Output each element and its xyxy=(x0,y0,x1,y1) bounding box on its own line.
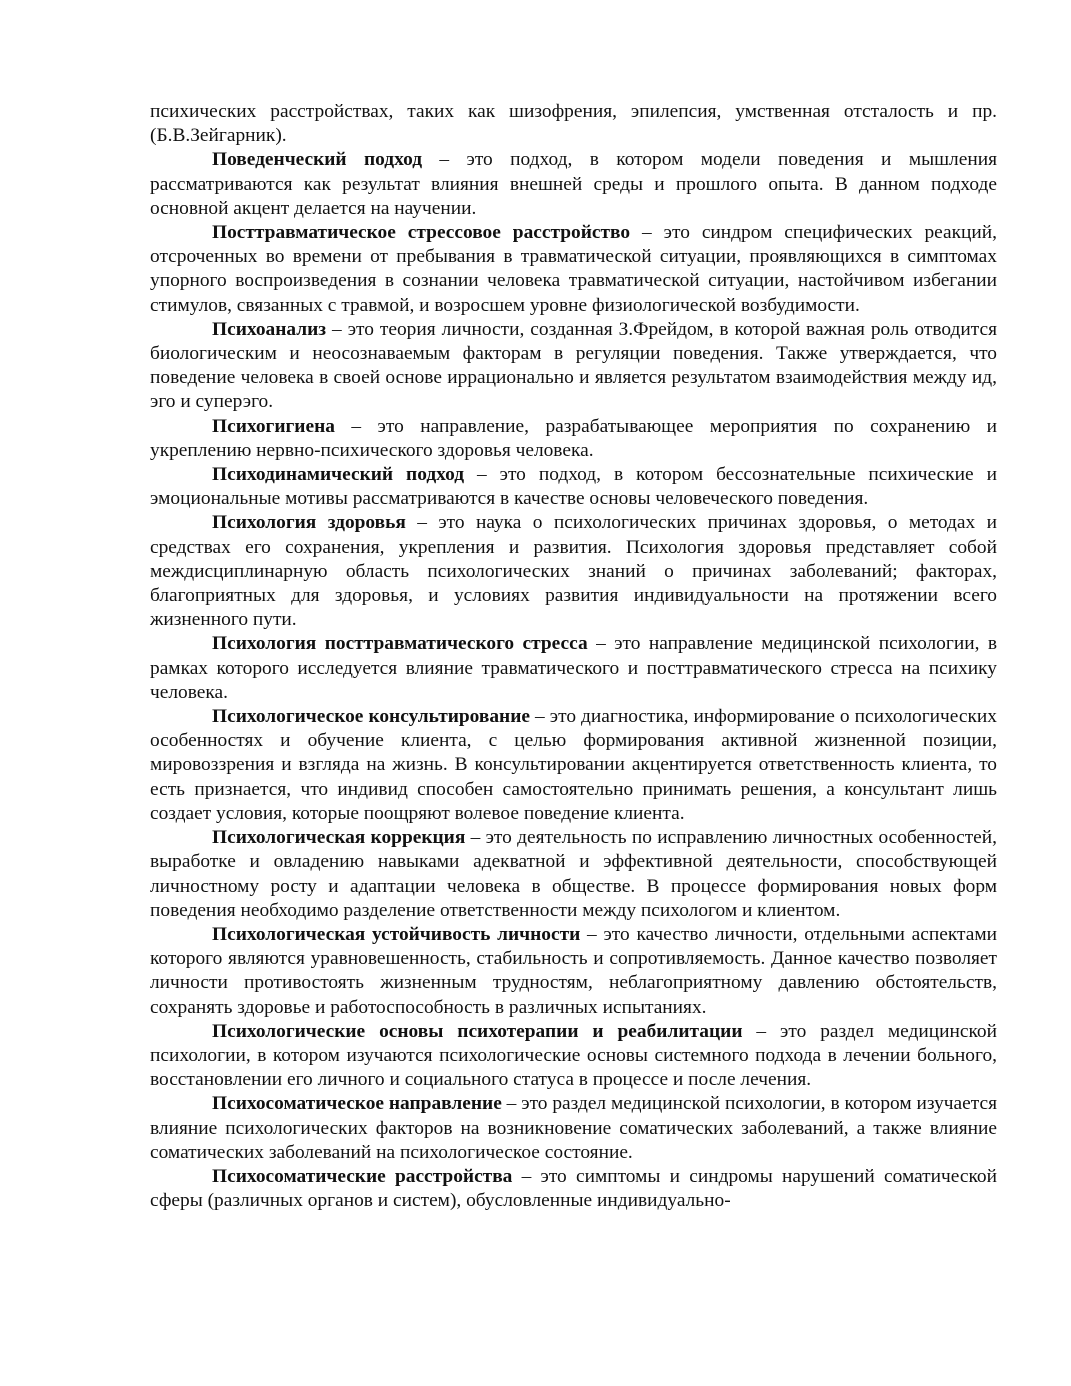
continuation-paragraph: психических расстройствах, таких как шизофрения, эпилепсия, умственная отсталость и пр. (Б.В.Зейгарник). xyxy=(150,101,997,147)
term: Психология здоровья xyxy=(212,512,406,534)
term: Психоанализ xyxy=(212,318,327,340)
term: Психологические основы психотерапии и реабилитации xyxy=(212,1020,743,1042)
definition: – это подход, в котором модели поведения и мышления рассматриваются как результат влияния внешней среды и прошлого опыта. В данном подходе основной акцент делается на научении. xyxy=(150,149,997,219)
term: Психодинамический подход xyxy=(212,464,465,486)
term: Психология посттравматического стресса xyxy=(212,633,588,655)
definition: – это качество личности, отдельными аспектами которого являются уравновешенность, стабильность и сопротивляемость. Данное качество позволяет личности противостоять жизненным трудностям, неблагоприятному давлению обстоятельств, сохранять здоровье и работоспособность в различных испытаниях. xyxy=(150,923,998,1018)
term: Психогигиена xyxy=(212,415,335,437)
definition: – это симптомы и синдромы нарушений соматической сферы (различных органов и систем), обусловленные индивидуально- xyxy=(150,1165,997,1212)
term: Психосоматическое направление xyxy=(212,1093,502,1115)
term: Психологическая коррекция xyxy=(212,827,466,849)
definition: – это наука о психологических причинах здоровья, о методах и средствах его сохранения, укрепления и развития. Психология здоровья представляет собой междисциплинарную область психологических знаний о причинах заболеваний; факторах, благоприятных для здоровья, и условиях развития индивидуальности на протяжении всего жизненного пути. xyxy=(150,512,997,631)
definition: – это диагностика, информирование о психологических особенностях и обучение клиента, с целью формирования активной жизненной позиции, мировоззрения и взгляда на жизнь. В консультировании акцентируется ответственность клиента, то есть признается, что индивид способен самостоятельно принимать решения, а консультант лишь создает условия, которые поощряют волевое поведение клиента. xyxy=(150,706,997,824)
document-page xyxy=(150,100,997,1213)
glossary-entry-psychodynamic-approach xyxy=(150,463,997,511)
glossary-entry-psychosomatic-disorders xyxy=(150,1165,997,1213)
term: Посттравматическое стрессовое расстройство xyxy=(212,222,631,244)
term: Психологическое консультирование xyxy=(212,706,531,728)
definition: – это раздел медицинской психологии, в котором изучается влияние психологических факторов на возникновение соматических заболеваний, а также влияние соматических заболеваний на психологическое состояние. xyxy=(150,1093,998,1163)
glossary-entry-health-psychology xyxy=(150,511,997,632)
glossary-entry-psychohygiene xyxy=(150,415,997,463)
term: Психосоматические расстройства xyxy=(212,1165,513,1187)
definition: – это раздел медицинской психологии, в котором изучаются психологические основы системного подхода в лечении больного, восстановлении его личного и социального статуса в процессе и после лечения. xyxy=(150,1020,997,1091)
definition: – это подход, в котором бессознательные психические и эмоциональные мотивы рассматриваются в качестве основы человеческого поведения. xyxy=(150,464,997,510)
glossary-entry-resilience xyxy=(150,923,997,1020)
glossary-entry-psychosomatic-direction xyxy=(150,1092,997,1165)
definition: – это направление, разрабатывающее мероприятия по сохранению и укреплению нервно-психического здоровья человека. xyxy=(150,415,997,461)
definition: – это теория личности, созданная З.Фрейдом, в которой важная роль отводится биологическим и неосознаваемым факторам в регуляции поведения. Также утверждается, что поведение человека в своей основе иррационально и является результатом взаимодействия между ид, эго и суперэго. xyxy=(150,318,997,413)
glossary-entry-psychotherapy-foundations xyxy=(150,1020,997,1093)
glossary-entry-counseling xyxy=(150,705,997,826)
definition: – это направление медицинской психологии, в рамках которого исследуется влияние травматического и посттравматического стресса на психику человека. xyxy=(150,633,998,703)
glossary-entry-ptsd-psychology xyxy=(150,632,997,705)
term: Поведенческий подход xyxy=(212,149,423,171)
glossary-entry-correction xyxy=(150,826,997,923)
glossary-entry-behavioral-approach xyxy=(150,148,997,221)
glossary-entry-psychoanalysis xyxy=(150,318,997,415)
term: Психологическая устойчивость личности xyxy=(212,923,581,945)
definition: – это деятельность по исправлению личностных особенностей, выработке и овладению навыками адекватной и эффективной деятельности, способствующей личностному росту и адаптации человека в обществе. В процессе формирования новых форм поведения необходимо разделение ответственности между психологом и клиентом. xyxy=(150,827,997,921)
glossary-entry-ptsd xyxy=(150,221,997,318)
definition: – это синдром специфических реакций, отсроченных во времени от пребывания в травматической ситуации, проявляющихся в симптомах упорного воспроизведения в сознании человека травматической ситуации, настойчивом избегании стимулов, связанных с травмой, и возросшем уровне физиологической возбудимости. xyxy=(150,222,997,316)
